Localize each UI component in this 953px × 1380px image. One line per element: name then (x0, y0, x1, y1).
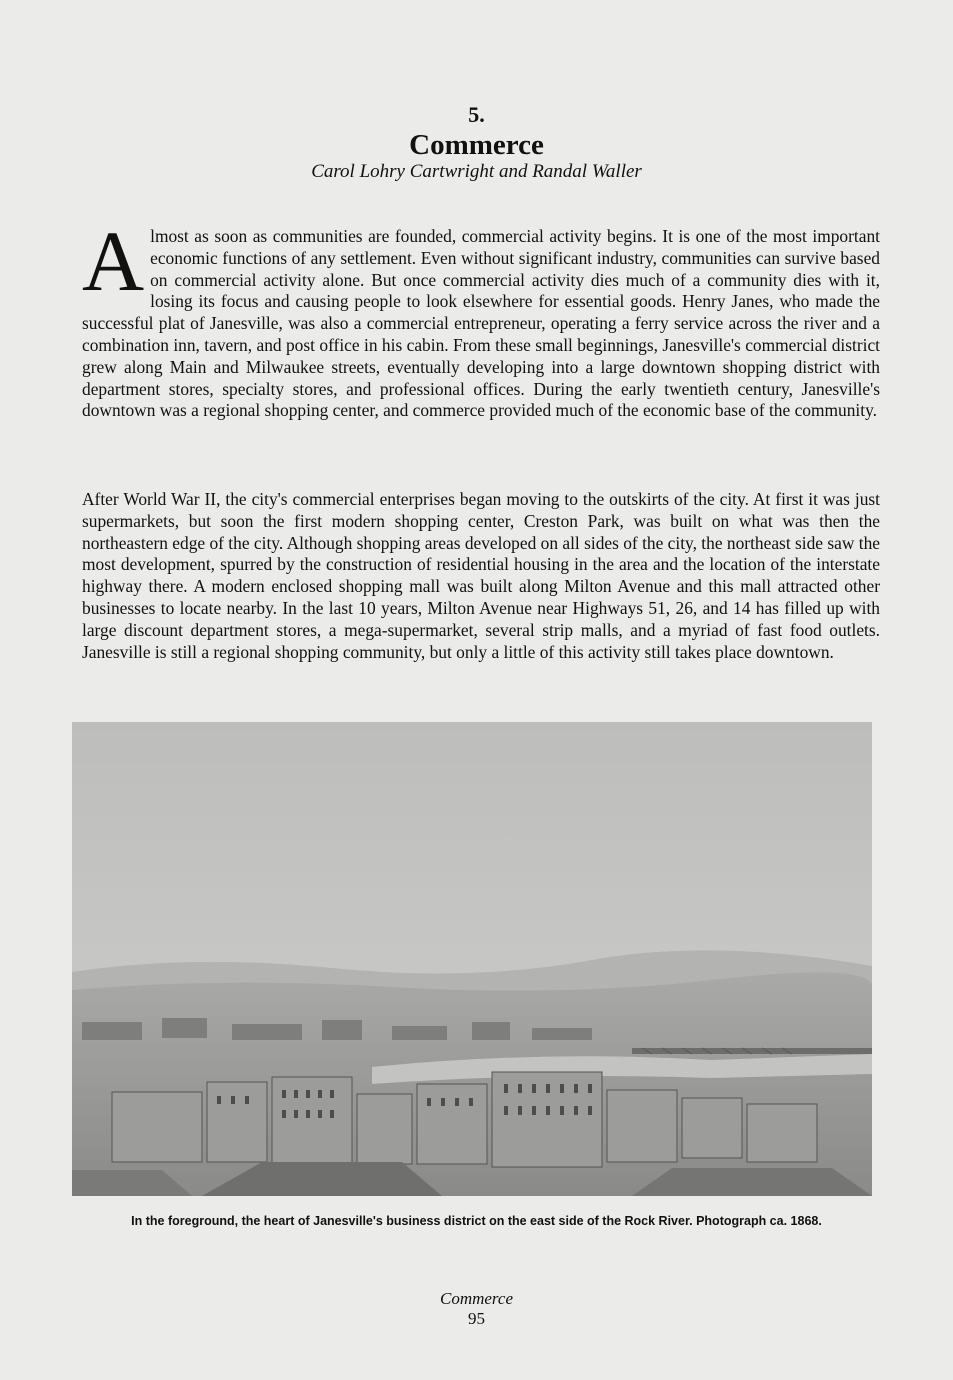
page-number: 95 (468, 1309, 485, 1328)
drop-cap: A (82, 213, 145, 309)
chapter-number: 5. (468, 102, 485, 127)
historic-photograph (72, 722, 872, 1196)
body-paragraph-1 (82, 213, 880, 422)
chapter-title: Commerce (409, 129, 544, 161)
photo-caption: In the foreground, the heart of Janesville's business district on the east side of the Rock River. Photograph ca. 1868. (131, 1214, 822, 1228)
chapter-authors: Carol Lohry Cartwright and Randal Waller (311, 161, 642, 182)
city-panorama-image (72, 722, 872, 1196)
paragraph-1-text: lmost as soon as communities are founded, commercial activity begins. It is one of the most important economic functions of any settlement. Even without significant industry, communities can survive based on commercial activity alone. But once commercial activity dies much of a community dies with it, losing its focus and causing people to look elsewhere for essential goods. Henry Janes, who made the successful plat of Janesville, was also a commercial entrepreneur, operating a ferry service across the river and a combination inn, tavern, and post office in his cabin. From these small beginnings, Janesville's commercial district grew along Main and Milwaukee streets, eventually developing into a large downtown shopping district with department stores, specialty stores, and professional offices. During the early twentieth century, Janesville's downtown was a regional shopping center, and commerce provided much of the economic base of the community. (82, 226, 880, 421)
footer-section-title: Commerce (439, 1289, 513, 1308)
body-paragraph-2: After World War II, the city's commercial enterprises began moving to the outskirts of the city. At first it was just supermarkets, but soon the first modern shopping center, Creston Park, was built on what was then the northeastern edge of the city. Although shopping areas developed on all sides of the city, the northeast side saw the most development, spurred by the construction of residential housing in the area and the location of the interstate highway there. A modern enclosed shopping mall was built along Milton Avenue and this mall attracted other businesses to locate nearby. In the last 10 years, Milton Avenue near Highways 51, 26, and 14 has filled up with large discount department stores, a mega-supermarket, several strip malls, and a myriad of fast food outlets. Janesville is still a regional shopping community, but only a little of this activity still takes place downtown. (82, 489, 880, 662)
